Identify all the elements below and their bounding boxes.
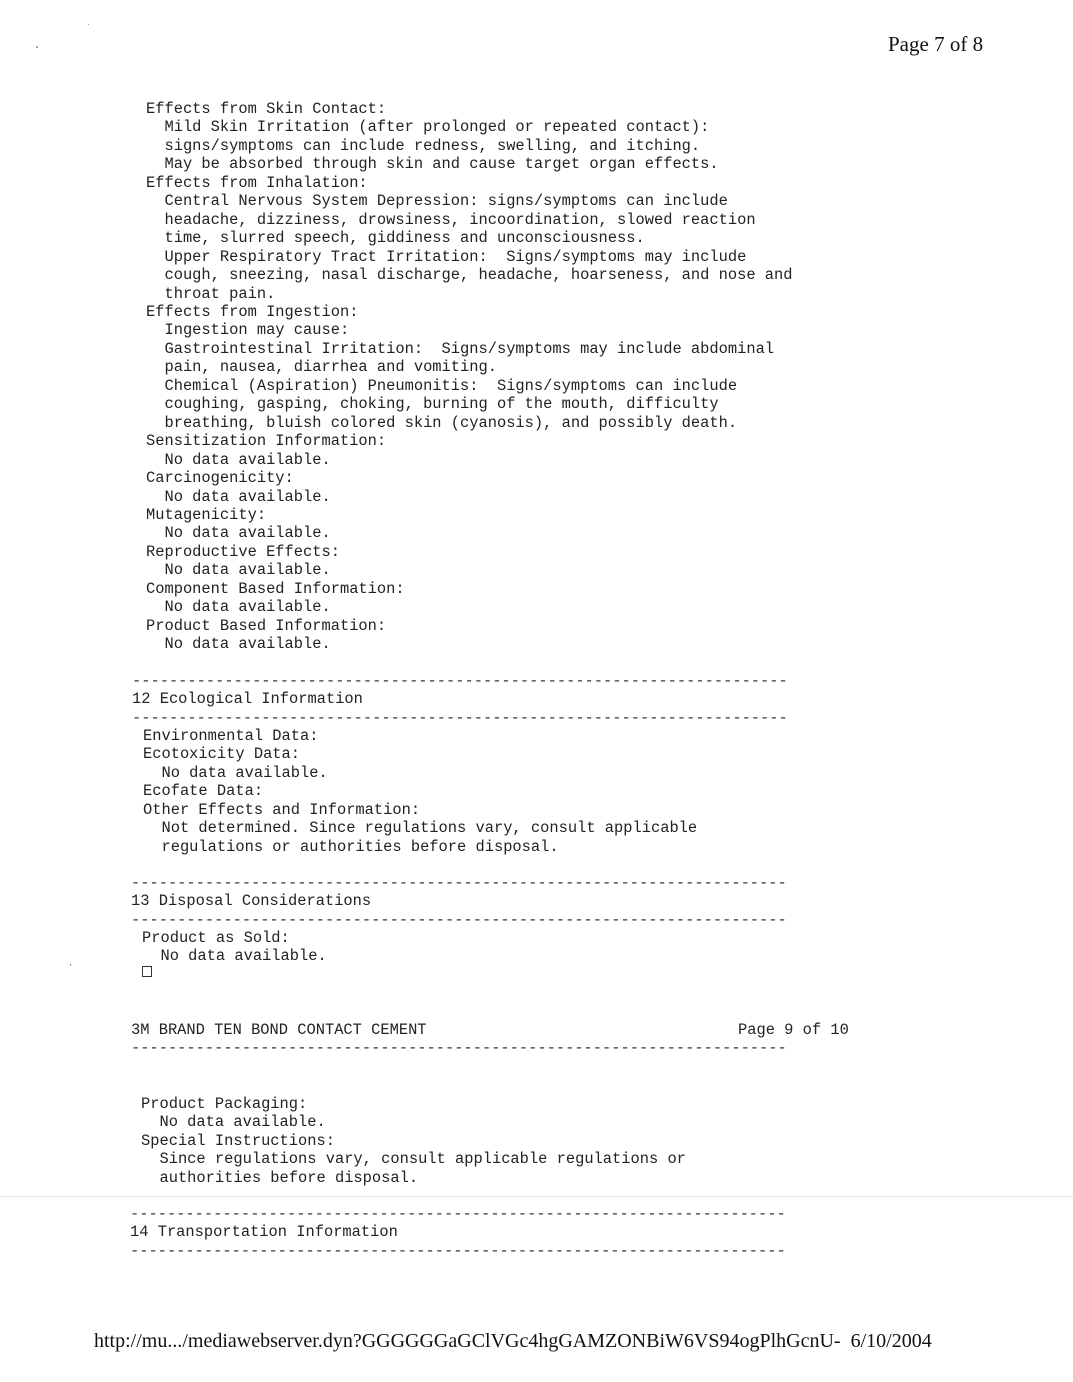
section-13-continued-line: Since regulations vary, consult applicable regulations or xyxy=(141,1150,686,1169)
toxicology-line: throat pain. xyxy=(146,284,276,303)
toxicology-line: May be absorbed through skin and cause target organ effects. xyxy=(146,155,719,174)
divider-rule: ----------------------------------------------------------------------- xyxy=(132,672,788,690)
toxicology-effects-text xyxy=(146,100,793,654)
section-12-line: regulations or authorities before disposal. xyxy=(143,837,559,856)
toxicology-line: Carcinogenicity: xyxy=(146,469,294,488)
divider-rule: ----------------------------------------------------------------------- xyxy=(131,910,787,929)
section-13-line: No data available. xyxy=(142,947,327,966)
footer-url: http://mu.../mediawebserver.dyn?GGGGGGaGClVGc4hgGAMZONBiW6VS94ogPlhGcnU- xyxy=(94,1330,841,1352)
section-13-body xyxy=(142,929,327,966)
section-13-continued-line: Special Instructions: xyxy=(141,1131,335,1150)
divider-rule: ----------------------------------------------------------------------- xyxy=(131,1039,787,1058)
toxicology-line: headache, dizziness, drowsiness, incoordination, slowed reaction xyxy=(146,210,756,229)
toxicology-line: Gastrointestinal Irritation: Signs/symptoms may include abdominal xyxy=(146,339,775,358)
toxicology-line: Effects from Ingestion: xyxy=(146,302,359,321)
section-13-continued-line: authorities before disposal. xyxy=(141,1168,419,1187)
section-12-line: Other Effects and Information: xyxy=(143,800,421,819)
toxicology-line: breathing, bluish colored skin (cyanosis), and possibly death. xyxy=(146,413,738,432)
section-13 xyxy=(131,874,787,929)
section-12 xyxy=(132,672,788,727)
divider-rule: ----------------------------------------------------------------------- xyxy=(131,874,787,892)
toxicology-line: No data available. xyxy=(146,598,331,617)
divider-rule: ----------------------------------------------------------------------- xyxy=(132,708,788,727)
product-name: 3M BRAND TEN BOND CONTACT CEMENT xyxy=(131,1021,427,1039)
toxicology-line: Effects from Skin Contact: xyxy=(146,100,387,118)
footer-date: 6/10/2004 xyxy=(850,1330,932,1352)
toxicology-line: Mild Skin Irritation (after prolonged or repeated contact): xyxy=(146,118,710,137)
toxicology-line: Ingestion may cause: xyxy=(146,321,350,340)
section-12-body xyxy=(143,727,697,856)
toxicology-line: No data available. xyxy=(146,450,331,469)
divider-rule: ----------------------------------------------------------------------- xyxy=(130,1205,786,1223)
toxicology-line: time, slurred speech, giddiness and unconsciousness. xyxy=(146,229,645,248)
section-12-line: Ecofate Data: xyxy=(143,782,264,801)
section-12-line: Ecotoxicity Data: xyxy=(143,745,301,764)
toxicology-line: Chemical (Aspiration) Pneumonitis: Signs/symptoms can include xyxy=(146,376,738,395)
toxicology-line: Central Nervous System Depression: signs/symptoms can include xyxy=(146,192,728,211)
toxicology-line: coughing, gasping, choking, burning of the mouth, difficulty xyxy=(146,395,719,414)
toxicology-line: Sensitization Information: xyxy=(146,432,387,451)
section-13-heading: 13 Disposal Considerations xyxy=(131,892,372,911)
toxicology-line: No data available. xyxy=(146,524,331,543)
checkbox-glyph xyxy=(142,966,152,977)
section-13-continued-body xyxy=(141,1095,686,1187)
toxicology-line: Mutagenicity: xyxy=(146,505,267,524)
toxicology-line: cough, sneezing, nasal discharge, headache, hoarseness, and nose and xyxy=(146,266,793,285)
toxicology-line: Reproductive Effects: xyxy=(146,542,340,561)
scan-speck xyxy=(36,46,38,48)
toxicology-line: signs/symptoms can include redness, swelling, and itching. xyxy=(146,136,701,155)
toxicology-line: pain, nausea, diarrhea and vomiting. xyxy=(146,358,497,377)
section-12-line: No data available. xyxy=(143,763,328,782)
section-12-line: Environmental Data: xyxy=(143,727,319,745)
document-page-number: Page 9 of 10 xyxy=(738,1021,849,1039)
section-14 xyxy=(130,1205,786,1260)
section-13-continued-line: Product Packaging: xyxy=(141,1095,308,1113)
section-12-heading: 12 Ecological Information xyxy=(132,690,363,709)
toxicology-line: Component Based Information: xyxy=(146,579,405,598)
divider-rule: ----------------------------------------------------------------------- xyxy=(130,1241,786,1260)
section-13-line: Product as Sold: xyxy=(142,929,290,947)
toxicology-line: Effects from Inhalation: xyxy=(146,173,368,192)
print-footer xyxy=(94,1330,932,1353)
scan-speck xyxy=(88,24,89,25)
toxicology-line: No data available. xyxy=(146,561,331,580)
toxicology-line: Product Based Information: xyxy=(146,616,387,635)
toxicology-line: Upper Respiratory Tract Irritation: Signs/symptoms may include xyxy=(146,247,747,266)
print-page-number: Page 7 of 8 xyxy=(888,32,984,56)
section-12-line: Not determined. Since regulations vary, consult applicable xyxy=(143,819,698,838)
toxicology-line: No data available. xyxy=(146,487,331,506)
document-page-header xyxy=(131,1021,849,1058)
section-13-continued-line: No data available. xyxy=(141,1113,326,1132)
scan-artifact-line xyxy=(0,1196,1073,1197)
section-14-heading: 14 Transportation Information xyxy=(130,1223,398,1242)
scan-speck xyxy=(70,964,71,966)
toxicology-line: No data available. xyxy=(146,635,331,654)
